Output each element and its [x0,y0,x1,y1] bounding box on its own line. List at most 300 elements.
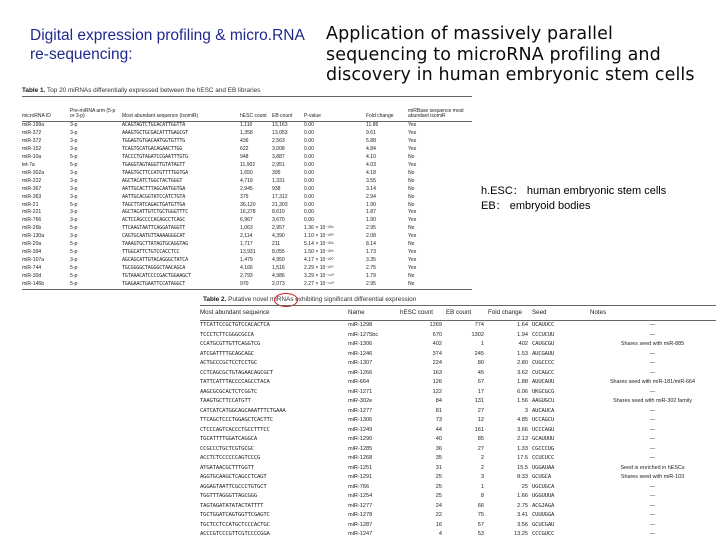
table1-cell: TGGAGTGTGACAATGGTGTTTG [122,137,186,144]
table2-cell: 163 [432,369,442,376]
table2-cell: miR-1251 [348,464,373,471]
table1-cell: 4,166 [240,265,253,272]
table1-cell: 3.14 [366,185,376,192]
table1-cell: TCAGTGCATGACAGAACTTGG [122,145,183,152]
table1-cell: 2.27 × 10⁻¹⁹⁰ [304,281,366,289]
table1-cell: TACCCTGTAGATCCGAATTTGTG [122,153,188,160]
table2-cell: 1302 [471,331,484,338]
table2-cell: AGGTGCAAGCTCAGCCTCAGT [200,474,267,480]
table1-cell: 948 [240,153,249,160]
table1-row [22,249,472,257]
table2-row [200,454,716,464]
table2-cell: 2.75 [517,502,528,509]
table2-cell: 3.56 [517,521,528,528]
table2-cell: TGCTGGATCAGTGGTTCGAGTC [200,512,270,518]
table2-cell: miR-1268 [348,455,373,461]
table2-header-cell: EB count [446,306,488,321]
table2-cell: 402 [518,341,528,347]
table2-cell: 4.85 [517,417,528,423]
table1-cell: miR-367 [22,185,42,192]
table1-cell: miR-21 [22,201,39,208]
table1-cell: 5-p [70,249,78,256]
table1-cell: 0.00 [304,185,314,192]
table1-cell: 5-p [70,265,78,272]
table2-cell: AAGUGCU [532,398,555,404]
table1-row [22,233,472,241]
table1-cell: 6,967 [240,217,253,224]
table1-cell: Yes [408,122,417,128]
table1-row [22,178,472,186]
table2-cell: 245 [474,350,484,357]
table2-row [200,397,716,407]
table1-cell: 1.90 [366,201,376,208]
table2-row [200,416,716,426]
table2-cell: 3 [480,474,484,480]
table2-cell: 22 [435,512,442,518]
table1-row [22,217,472,225]
table2-row [200,435,716,445]
table2-cell: 131 [474,398,484,404]
table2-row [200,359,716,369]
table1-cell: 0.00 [304,193,314,200]
table2-cell: 2.80 [517,360,528,366]
table1-cell: 1,717 [240,241,253,248]
table2-caption-before: Putative [228,296,252,303]
table2 [200,305,716,540]
table1-cell: 375 [240,193,249,200]
table1-caption-label: Table 1. [22,87,46,94]
table1-cell: 3.55 [366,177,376,184]
table2-cell: 1 [480,483,484,490]
table1-cell: miR-199a [22,122,45,128]
table2-row [200,321,716,331]
table2-cell: ATCGATTTTGCAGCAGC [200,350,254,357]
table1-cell: 2,951 [272,161,285,168]
table2-header-cell: Most abundant sequence [200,306,348,321]
table2-cell: AUCGAUU [532,350,555,357]
table2-cell: 66 [477,502,484,509]
table2-cell: CCGCCCTGCTCGTGCGC [200,445,254,452]
table2-cell: 15.5 [517,464,528,471]
table2-cell: 13.25 [514,531,528,537]
slide-title: Digital expression profiling & micro.RNA re-sequencing: [30,27,304,63]
table1-cell: 1,110 [240,122,253,128]
table1-cell: 1,358 [240,129,253,136]
table2-row [200,407,716,417]
table1-cell: 436 [240,137,249,144]
table1-cell: 3-p [70,169,78,176]
table2-cell: miR-664 [348,379,370,385]
table2-cell: 44 [435,426,442,433]
table2-cell: 45 [477,369,484,376]
table2-cell: — [649,388,656,395]
table2-cell: 3.62 [517,369,528,376]
table2-cell: — [649,369,656,376]
table2-cell: miR-1290 [348,436,373,442]
table1-cell: Yes [408,137,417,144]
table2-cell: — [649,512,656,518]
table1-cell: Yes [408,209,417,216]
table1-cell: 2,945 [240,185,253,192]
table2-caption-circled: novel [252,296,269,303]
table2-row [200,492,716,502]
table1-cell: Yes [408,265,417,272]
table1-row [22,209,472,217]
table1-cell: 4.17 × 10⁻²²⁰ [304,257,334,264]
table2-cell: — [649,331,656,338]
table2-cell: Shares seed with miR-885 [620,341,685,347]
table2-cell: 25 [435,493,442,499]
table1-cell: 0.00 [304,177,314,184]
table1-cell: 13,053 [272,129,288,136]
table1-cell: miR-107a [22,257,45,264]
table1-cell: AATTGCACTTTAGCAATGGTGA [122,185,186,192]
table1-cell: 3.35 [366,257,376,264]
table1-row [22,130,472,138]
table1-cell: 0.00 [304,129,314,136]
table1 [22,96,472,290]
table2-cell: 774 [474,322,484,328]
table2-cell: CCCUCUU [532,331,555,338]
table1-cell: 3,008 [272,145,285,152]
table1-row [22,122,472,130]
table1-cell: miR-30d [22,273,42,280]
table1-cell: Yes [408,233,417,240]
table1-cell: AATTGCACGGTATCCATCTGTA [122,193,186,200]
table2-row [200,502,716,512]
table2-cell: 17 [477,388,484,395]
table2-cell: — [649,521,656,528]
table1-cell: TGAGGTAGTAGGTTGTATAGTT [122,161,186,168]
table2-cell: AUCAUCA [532,407,555,414]
table2-cell: GCUCGAU [532,521,555,528]
table2-cell: miR-1247 [348,531,373,537]
table2-cell: 16 [435,521,442,528]
table1-cell: 1,650 [240,169,253,176]
table2-cell: miR-1254 [348,493,373,499]
table1-cell: No [408,185,415,192]
table2-cell: 3.66 [517,426,528,433]
table2-cell: 25 [521,483,528,490]
table2-cell: ACGJAGA [532,502,555,509]
table2-cell: 1.64 [517,322,528,328]
table2-row [200,369,716,379]
table2-cell: miR-1307 [348,360,373,366]
table2-cell: — [649,350,656,357]
table1-cell: No [408,153,415,160]
table2-cell: CUGCCCC [532,360,555,366]
table2-row [200,473,716,483]
table1-cell: 0.00 [304,153,314,160]
table2-cell: UCAUUCC [532,322,555,328]
table2-cell: CGCCCUG [532,445,555,452]
table1-cell: No [408,201,415,208]
table2-cell: 1.94 [517,331,528,338]
abbreviation-legend [481,184,716,214]
table1-cell: AAAGTGCTGCGACATTTGAGCGT [122,129,188,136]
table2-cell: miR-1277 [348,407,373,414]
table1-cell: 1.87 [366,209,376,216]
table2-caption-label: Table 2. [203,296,227,303]
table1-cell: 3-p [70,122,78,128]
table2-cell: Seed is enriched in hESCs [620,464,685,471]
table2-row [200,445,716,455]
table2-cell: 126 [432,379,442,385]
table1-cell: 1.10 × 10⁻²³⁰ [304,233,334,240]
table1-cell: 5-p [70,225,78,232]
table1-cell: TAGCTTATCAGACTGATGTTGA [122,201,186,208]
table2-cell: CCATGCGTTGTTCAGGTCG [200,341,261,347]
table2-cell: AUUCAUU [532,379,555,385]
table2-cell: — [649,360,656,366]
table2-cell: 6.06 [517,388,528,395]
table2-cell: miR-1246 [348,350,373,357]
table2-cell: miR-1266 [348,369,373,376]
table2-cell: Shares seed with miR-181/miR-664 [609,379,696,385]
table1-cell: 3-p [70,129,78,136]
table1-cell: 211 [272,241,281,248]
table1-cell: 2.95 [366,225,376,232]
table2-cell: 374 [432,350,442,357]
table1-caption-text: Top 20 miRNAs differentially expressed between the hESC and EB libraries [47,87,261,94]
table2-cell: 670 [432,331,442,338]
table2-cell: 25 [435,483,442,490]
table1-cell: 0.00 [304,217,314,224]
table2-cell: 75 [477,512,484,518]
table1-cell: 970 [240,281,272,289]
table1-cell: 8,055 [272,249,285,256]
table1-header-cell: miRBase sequence most abundant isomiR [408,97,472,122]
table2-cell: — [649,417,656,423]
table1-cell: 36,120 [240,201,256,208]
table1-row [22,241,472,249]
table2-cell: CCCGUCC [532,531,555,537]
table1-cell: miR-130a [22,233,45,240]
table2-cell: 84 [435,398,442,404]
table1-cell: 8.14 [366,241,376,248]
table2-cell: 2 [480,464,484,471]
table2-cell: 40 [435,436,442,442]
table1-cell: miR-222 [22,177,42,184]
table2-header-cell: Seed [532,306,590,321]
table1-cell: 17,312 [272,193,288,200]
table1-cell: 5-p [70,273,78,280]
table1-cell: Yes [408,217,417,224]
table1-cell: 2,957 [272,225,285,232]
table1-cell: 0.00 [304,122,314,128]
table2-cell: — [649,493,656,499]
table1-cell: miR-146b [22,281,70,289]
table1-cell: miR-744 [22,265,42,272]
table2-cell: 53 [477,531,484,537]
table1-row [22,257,472,265]
table2-cell: UGGUUUA [532,493,555,499]
table2-row [200,511,716,521]
table2-cell: 402 [432,341,442,347]
table1-row [22,162,472,170]
table2-cell: 2 [480,455,484,461]
table2-cell: miR-1306 [348,341,373,347]
table2-header-cell: Name [348,306,400,321]
table1-cell: 0.00 [304,145,314,152]
table2-cell: miR-1277 [348,502,373,509]
table2-cell: — [649,483,656,490]
table2-cell: CATCATCATGGCAGCAAATTTCTGAAA [200,407,286,414]
table1-cell: 2.94 [366,193,376,200]
table1-cell: 2,073 [272,281,304,289]
table1-cell: miR-10a [22,153,42,160]
table1-cell: 2.75 [366,265,376,272]
table2-cell: TGGTTTAGGGTTAGCGGG [200,493,258,499]
table1-cell: 4,986 [272,273,285,280]
table2-cell: 1.66 [517,493,528,499]
table2-cell: miR-1287 [348,521,373,528]
table1-cell: TAAGTGCTTCCATGTTTTGGTGA [122,169,188,176]
table1-cell: 11,902 [240,161,256,168]
table1-cell: 5-p [70,161,78,168]
table1-cell: 622 [240,145,249,152]
table1-cell: 4.10 [366,153,376,160]
table1-cell: No [408,225,415,232]
table2-cell: ATGATAACGCTTTGGTT [200,464,254,471]
abbreviation-hesc: h.ESC： human embryonic stem cells [481,185,667,197]
table2-cell: miR-1285 [348,445,373,452]
table1-cell: 2,114 [240,233,253,240]
table1-cell: 3,887 [272,153,285,160]
table2-cell: miR-1275bc [348,331,379,338]
table1-cell: TAAAGTGCTTATAGTGCAGGTAG [122,241,188,248]
table2-cell: ACCTCTCCCCCCAGTCCCG [200,455,261,461]
table1-cell: Yes [408,129,417,136]
table1-cell: Yes [408,161,417,168]
table2-cell: TATTCATTTACCCCAGCCTACA [200,379,270,385]
table1-cell: 13,931 [240,249,256,256]
table1-cell: TGTAAACATCCCCGACTGGAAGCT [122,273,191,280]
table1-row [22,138,472,146]
table1-header-cell: P-value [304,97,366,122]
table2-cell: CUUUGGA [532,512,555,518]
table1-row [22,194,472,202]
table2-cell: — [649,436,656,442]
table2-cell: miR-1271 [348,388,373,395]
table1-cell: 11.86 [366,122,379,128]
table2-cell: 73 [435,417,442,423]
table1-cell: 2,793 [240,273,253,280]
table1-cell: Yes [408,257,417,264]
table2-cell: 17.5 [517,455,528,461]
table1-cell: 2.29 × 10⁻²¹⁰ [304,265,334,272]
table1-cell: 3-p [70,177,78,184]
table1-cell: AGCAGCATTGTACAGGGCTATCA [122,257,188,264]
table2-cell: 31 [435,464,442,471]
table1-cell: TGAGAACTGAATTCCATAGGCT [122,281,240,289]
abbreviation-eb: EB： embryoid bodies [481,200,591,212]
table1-row [22,154,472,162]
table2-row [200,464,716,474]
table2-cell: 3.41 [517,512,528,518]
table2-cell: CAUGCGU [532,341,555,347]
table1-cell: miR-221 [22,209,42,216]
table1-cell: miR-302a [22,169,45,176]
table1-cell: 395 [272,169,281,176]
table1-cell: Yes [408,249,417,256]
table2-cell: — [649,445,656,452]
table2-cell: TTCATTCCGCTGTCCACACTCA [200,322,270,328]
table2-cell: CCUCUCC [532,455,555,461]
table1-cell: 1.36 × 10⁻²³⁵ [304,225,334,232]
table1-cell: 3-p [70,145,78,152]
table2-cell: UGCUGCA [532,483,555,490]
table1-cell: 0.00 [304,137,314,144]
table1-cell: 1.90 [366,217,376,224]
table1-cell: 3-p [70,185,78,192]
table1-cell: 4.84 [366,145,376,152]
table1-cell: No [408,177,415,184]
table1-cell: 1,331 [272,177,285,184]
table1-row [22,146,472,154]
table2-row [200,521,716,531]
table2-header-cell: hESC count [400,306,446,321]
table2-cell: 1 [480,341,484,347]
table2-cell: TGCATTTTGGATCAGGCA [200,436,258,442]
table1-cell: miR-152 [22,145,42,152]
table2-cell: AAGCGCGCACTCTCGGTC [200,388,258,395]
table2-cell: — [649,407,656,414]
table1-cell: 2,563 [272,137,285,144]
table1-row [22,281,472,289]
table1-cell: 5.14 × 10⁻²²⁸ [304,241,334,248]
table2-cell: AGGAGTAATTCGCCCTGTGCT [200,483,267,490]
table1-cell: No [408,281,472,289]
table1-cell: TTGGCATTCTGTCCACCTCC [122,249,180,256]
table1-cell: 0.00 [304,161,314,168]
table1-cell: let-7a [22,161,35,168]
table1-cell: miR-394 [22,249,42,256]
table2-row [200,340,716,350]
table1-cell: 3.29 × 10⁻¹⁹⁰ [304,273,334,280]
table2-header-cell: Fold change [488,306,532,321]
table2-cell: 36 [435,445,442,452]
table1-cell: 21,303 [272,201,288,208]
table2-cell: TAGTAGATATATACTATTTT [200,502,264,509]
table1-header-cell: Most abundant sequence (isomiR) [122,97,240,122]
table1-cell: miR-20a [22,241,42,248]
table2-cell: 85 [477,436,484,442]
table2-cell: TCCCTCTTCGGGCGCCA [200,331,254,338]
table1-cell: Yes [408,145,417,152]
table1-cell: No [408,169,415,176]
table2-cell: ACTGCCCGCTCCTCCTGC [200,360,258,366]
table2-cell: 81 [435,407,442,414]
table1-cell: 4.18 [366,169,376,176]
table1-cell: 3-p [70,193,78,200]
table2-cell: GCAUUUU [532,436,555,442]
table1-cell: No [408,273,415,280]
table1-cell: 4.03 [366,161,376,168]
table2-row [200,426,716,436]
table2-cell: GCUGCA [532,474,552,480]
table1-row [22,265,472,273]
table1-cell: AGCTACATTGTCTGCTGGGTTTC [122,209,188,216]
table2-cell: UKGCGCG [532,388,555,395]
table2-cell: 224 [432,360,442,366]
table2-cell: Shares seed with miR-103 [620,474,685,480]
table2-cell: 2.13 [517,436,528,442]
table1-cell: 1.50 × 10⁻²²⁵ [304,249,334,256]
table1-cell: No [408,193,415,200]
table2-cell: 8 [480,493,484,499]
paper-title: Application of massively parallel sequencing to microRNA profiling and discovery in human embryonic stem cells [326,24,695,85]
